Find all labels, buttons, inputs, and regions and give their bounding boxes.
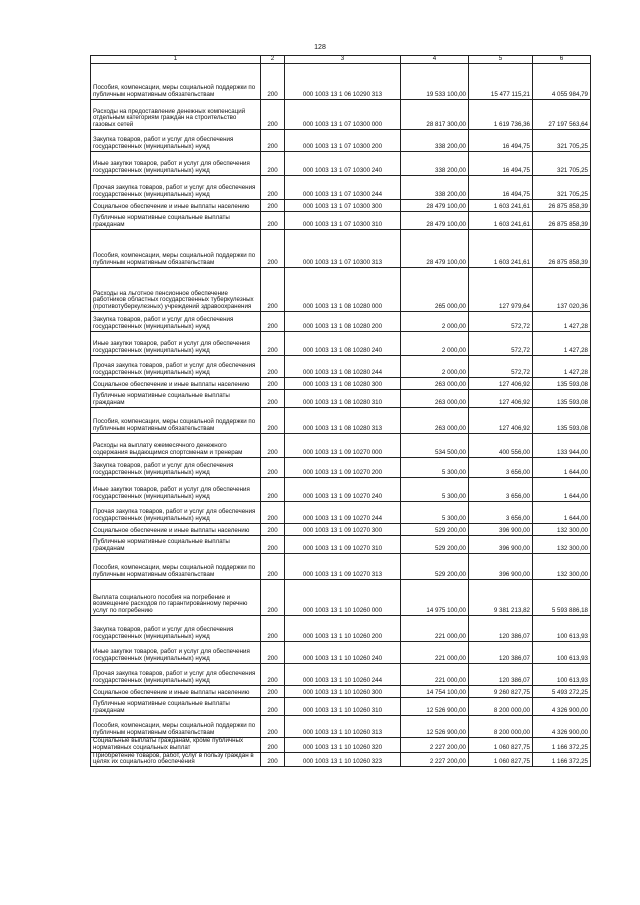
unexecuted-amount: 321 705,25 xyxy=(533,176,591,200)
line-item-name: Публичные нормативные социальные выплаты гражданам xyxy=(91,536,261,554)
column-header: 5 xyxy=(469,56,533,64)
line-code: 200 xyxy=(261,434,285,458)
table-row xyxy=(91,356,591,378)
unexecuted-amount: 1 427,28 xyxy=(533,356,591,378)
approved-amount: 19 533 100,00 xyxy=(401,64,469,100)
budget-classification-code: 000 1003 13 1 07 10300 244 xyxy=(285,176,401,200)
executed-amount: 3 656,00 xyxy=(469,478,533,502)
table-row xyxy=(91,408,591,434)
unexecuted-amount: 100 613,93 xyxy=(533,664,591,686)
executed-amount: 572,72 xyxy=(469,356,533,378)
unexecuted-amount: 133 944,00 xyxy=(533,434,591,458)
table-row xyxy=(91,502,591,524)
line-code: 200 xyxy=(261,502,285,524)
unexecuted-amount: 26 875 858,39 xyxy=(533,200,591,212)
approved-amount: 14 975 100,00 xyxy=(401,580,469,616)
unexecuted-amount: 100 613,93 xyxy=(533,616,591,642)
table-row xyxy=(91,176,591,200)
budget-classification-code: 000 1003 13 1 07 10300 000 xyxy=(285,100,401,130)
line-item-name: Приобретение товаров, работ, услуг в пользу граждан в целях их социального обеспечения xyxy=(91,752,261,767)
executed-amount: 16 494,75 xyxy=(469,176,533,200)
page-number: 128 xyxy=(314,44,326,51)
table-row xyxy=(91,716,591,738)
line-item-name: Иные закупки товаров, работ и услуг для обеспечения государственных (муниципальных) нужд xyxy=(91,332,261,356)
budget-classification-code: 000 1003 13 1 10 10260 300 xyxy=(285,686,401,698)
line-code: 200 xyxy=(261,536,285,554)
executed-amount: 1 603 241,61 xyxy=(469,200,533,212)
approved-amount: 221 000,00 xyxy=(401,642,469,664)
executed-amount: 396 900,00 xyxy=(469,536,533,554)
line-item-name: Публичные нормативные социальные выплаты гражданам xyxy=(91,390,261,408)
executed-amount: 16 494,75 xyxy=(469,130,533,152)
executed-amount: 396 900,00 xyxy=(469,554,533,580)
line-code: 200 xyxy=(261,664,285,686)
approved-amount: 263 000,00 xyxy=(401,390,469,408)
table-row xyxy=(91,524,591,536)
approved-amount: 5 300,00 xyxy=(401,458,469,478)
line-item-name: Закупка товаров, работ и услуг для обеспечения государственных (муниципальных) нужд xyxy=(91,130,261,152)
approved-amount: 529 200,00 xyxy=(401,536,469,554)
table-row xyxy=(91,616,591,642)
line-code: 200 xyxy=(261,332,285,356)
executed-amount: 127 406,92 xyxy=(469,378,533,390)
line-item-name: Публичные нормативные социальные выплаты гражданам xyxy=(91,698,261,716)
line-code: 200 xyxy=(261,230,285,268)
table-row xyxy=(91,64,591,100)
line-item-name: Иные закупки товаров, работ и услуг для обеспечения государственных (муниципальных) нужд xyxy=(91,152,261,176)
table-row xyxy=(91,478,591,502)
executed-amount: 572,72 xyxy=(469,332,533,356)
line-code: 200 xyxy=(261,390,285,408)
table-row xyxy=(91,554,591,580)
budget-classification-code: 000 1003 13 1 08 10280 313 xyxy=(285,408,401,434)
line-item-name: Публичные нормативные социальные выплаты гражданам xyxy=(91,212,261,230)
executed-amount: 120 386,07 xyxy=(469,616,533,642)
budget-classification-code: 000 1003 13 1 08 10280 300 xyxy=(285,378,401,390)
unexecuted-amount: 26 875 858,39 xyxy=(533,212,591,230)
line-item-name: Прочая закупка товаров, работ и услуг для обеспечения государственных (муниципальных) нужд xyxy=(91,356,261,378)
executed-amount: 9 381 213,82 xyxy=(469,580,533,616)
table-row xyxy=(91,664,591,686)
line-item-name: Социальное обеспечение и иные выплаты населению xyxy=(91,524,261,536)
line-code: 200 xyxy=(261,580,285,616)
executed-amount: 396 900,00 xyxy=(469,524,533,536)
line-code: 200 xyxy=(261,524,285,536)
line-code: 200 xyxy=(261,408,285,434)
line-code: 200 xyxy=(261,716,285,738)
approved-amount: 263 000,00 xyxy=(401,408,469,434)
executed-amount: 8 200 000,00 xyxy=(469,698,533,716)
table-row xyxy=(91,536,591,554)
unexecuted-amount: 1 644,00 xyxy=(533,502,591,524)
table-row xyxy=(91,686,591,698)
table-row xyxy=(91,200,591,212)
executed-amount: 400 556,00 xyxy=(469,434,533,458)
budget-classification-code: 000 1003 13 1 09 10270 313 xyxy=(285,554,401,580)
line-item-name: Закупка товаров, работ и услуг для обеспечения государственных (муниципальных) нужд xyxy=(91,312,261,332)
budget-classification-code: 000 1003 13 1 07 10300 200 xyxy=(285,130,401,152)
approved-amount: 2 000,00 xyxy=(401,332,469,356)
approved-amount: 28 479 100,00 xyxy=(401,230,469,268)
line-item-name: Расходы на предоставление денежных компенсаций отдельным категориям граждан на строительство газовых сетей xyxy=(91,100,261,130)
budget-classification-code: 000 1003 13 1 10 10260 200 xyxy=(285,616,401,642)
budget-classification-code: 000 1003 13 1 07 10300 240 xyxy=(285,152,401,176)
approved-amount: 2 000,00 xyxy=(401,356,469,378)
executed-amount: 16 494,75 xyxy=(469,152,533,176)
line-item-name: Пособия, компенсации, меры социальной поддержки по публичным нормативным обязательствам xyxy=(91,230,261,268)
budget-classification-code: 000 1003 13 1 09 10270 000 xyxy=(285,434,401,458)
unexecuted-amount: 27 197 563,64 xyxy=(533,100,591,130)
unexecuted-amount: 1 644,00 xyxy=(533,458,591,478)
line-item-name: Иные закупки товаров, работ и услуг для обеспечения государственных (муниципальных) нужд xyxy=(91,642,261,664)
unexecuted-amount: 26 875 858,39 xyxy=(533,230,591,268)
budget-classification-code: 000 1003 13 1 09 10270 240 xyxy=(285,478,401,502)
unexecuted-amount: 5 593 886,18 xyxy=(533,580,591,616)
unexecuted-amount: 4 055 984,79 xyxy=(533,64,591,100)
table-header-row xyxy=(91,56,591,64)
line-item-name: Пособия, компенсации, меры социальной поддержки по публичным нормативным обязательствам xyxy=(91,716,261,738)
unexecuted-amount: 132 300,00 xyxy=(533,536,591,554)
unexecuted-amount: 100 613,93 xyxy=(533,642,591,664)
approved-amount: 28 479 100,00 xyxy=(401,200,469,212)
unexecuted-amount: 321 705,25 xyxy=(533,152,591,176)
approved-amount: 2 227 200,00 xyxy=(401,738,469,753)
table-row xyxy=(91,312,591,332)
executed-amount: 1 603 241,61 xyxy=(469,212,533,230)
approved-amount: 28 479 100,00 xyxy=(401,212,469,230)
table-row xyxy=(91,642,591,664)
table-row xyxy=(91,458,591,478)
line-item-name: Прочая закупка товаров, работ и услуг для обеспечения государственных (муниципальных) нужд xyxy=(91,664,261,686)
unexecuted-amount: 135 593,08 xyxy=(533,408,591,434)
line-item-name: Прочая закупка товаров, работ и услуг для обеспечения государственных (муниципальных) нужд xyxy=(91,502,261,524)
approved-amount: 12 526 900,00 xyxy=(401,716,469,738)
table-row xyxy=(91,434,591,458)
line-item-name: Пособия, компенсации, меры социальной поддержки по публичным нормативным обязательствам xyxy=(91,554,261,580)
executed-amount: 1 060 827,75 xyxy=(469,738,533,753)
executed-amount: 127 406,92 xyxy=(469,408,533,434)
approved-amount: 265 000,00 xyxy=(401,268,469,312)
table-row xyxy=(91,580,591,616)
approved-amount: 2 227 200,00 xyxy=(401,752,469,767)
approved-amount: 2 000,00 xyxy=(401,312,469,332)
table-row xyxy=(91,390,591,408)
unexecuted-amount: 1 166 372,25 xyxy=(533,738,591,753)
line-code: 200 xyxy=(261,312,285,332)
budget-classification-code: 000 1003 13 1 09 10270 300 xyxy=(285,524,401,536)
line-code: 200 xyxy=(261,698,285,716)
budget-classification-code: 000 1003 13 1 07 10300 313 xyxy=(285,230,401,268)
table-row xyxy=(91,152,591,176)
line-item-name: Расходы на выплату ежемесячного денежного содержания выдающимся спортсменам и тренерам xyxy=(91,434,261,458)
unexecuted-amount: 135 593,08 xyxy=(533,390,591,408)
table-row xyxy=(91,212,591,230)
budget-classification-code: 000 1003 13 1 10 10260 240 xyxy=(285,642,401,664)
line-code: 200 xyxy=(261,100,285,130)
unexecuted-amount: 135 593,08 xyxy=(533,378,591,390)
budget-classification-code: 000 1003 13 1 07 10300 300 xyxy=(285,200,401,212)
line-code: 200 xyxy=(261,458,285,478)
budget-classification-code: 000 1003 13 1 06 10290 313 xyxy=(285,64,401,100)
budget-classification-code: 000 1003 13 1 10 10260 244 xyxy=(285,664,401,686)
line-item-name: Социальные выплаты гражданам, кроме публичных нормативных социальных выплат xyxy=(91,738,261,753)
unexecuted-amount: 4 326 900,00 xyxy=(533,716,591,738)
budget-classification-code: 000 1003 13 1 09 10270 244 xyxy=(285,502,401,524)
approved-amount: 12 526 900,00 xyxy=(401,698,469,716)
line-item-name: Закупка товаров, работ и услуг для обеспечения государственных (муниципальных) нужд xyxy=(91,458,261,478)
approved-amount: 534 500,00 xyxy=(401,434,469,458)
line-item-name: Пособия, компенсации, меры социальной поддержки по публичным нормативным обязательствам xyxy=(91,408,261,434)
line-code: 200 xyxy=(261,642,285,664)
executed-amount: 127 979,64 xyxy=(469,268,533,312)
unexecuted-amount: 321 705,25 xyxy=(533,130,591,152)
executed-amount: 1 619 736,36 xyxy=(469,100,533,130)
executed-amount: 3 656,00 xyxy=(469,458,533,478)
column-header: 2 xyxy=(261,56,285,64)
line-code: 200 xyxy=(261,64,285,100)
budget-table xyxy=(90,55,591,767)
line-item-name: Социальное обеспечение и иные выплаты населению xyxy=(91,378,261,390)
budget-classification-code: 000 1003 13 1 08 10280 240 xyxy=(285,332,401,356)
approved-amount: 5 300,00 xyxy=(401,478,469,502)
approved-amount: 529 200,00 xyxy=(401,524,469,536)
line-code: 200 xyxy=(261,686,285,698)
unexecuted-amount: 132 300,00 xyxy=(533,524,591,536)
table-row xyxy=(91,752,591,767)
budget-classification-code: 000 1003 13 1 07 10300 310 xyxy=(285,212,401,230)
table-row xyxy=(91,332,591,356)
unexecuted-amount: 1 644,00 xyxy=(533,478,591,502)
line-code: 200 xyxy=(261,378,285,390)
line-code: 200 xyxy=(261,130,285,152)
budget-classification-code: 000 1003 13 1 08 10280 200 xyxy=(285,312,401,332)
unexecuted-amount: 1 427,28 xyxy=(533,332,591,356)
line-code: 200 xyxy=(261,752,285,767)
column-header: 1 xyxy=(91,56,261,64)
unexecuted-amount: 137 020,36 xyxy=(533,268,591,312)
line-item-name: Расходы на льготное пенсионное обеспечение работников областных государственных туберкулезных (противотуберкулезных) учреждений здравоохранения xyxy=(91,268,261,312)
column-header: 4 xyxy=(401,56,469,64)
budget-classification-code: 000 1003 13 1 10 10260 323 xyxy=(285,752,401,767)
approved-amount: 28 817 300,00 xyxy=(401,100,469,130)
line-item-name: Выплата социального пособия на погребение и возмещение расходов по гарантированному перечню услуг по погребению xyxy=(91,580,261,616)
table-row xyxy=(91,230,591,268)
unexecuted-amount: 5 493 272,25 xyxy=(533,686,591,698)
table-row xyxy=(91,378,591,390)
unexecuted-amount: 1 166 372,25 xyxy=(533,752,591,767)
budget-classification-code: 000 1003 13 1 10 10260 313 xyxy=(285,716,401,738)
approved-amount: 529 200,00 xyxy=(401,554,469,580)
line-code: 200 xyxy=(261,554,285,580)
table-row xyxy=(91,130,591,152)
unexecuted-amount: 1 427,28 xyxy=(533,312,591,332)
table-row xyxy=(91,698,591,716)
approved-amount: 338 200,00 xyxy=(401,152,469,176)
budget-classification-code: 000 1003 13 1 10 10260 320 xyxy=(285,738,401,753)
budget-classification-code: 000 1003 13 1 08 10280 244 xyxy=(285,356,401,378)
executed-amount: 572,72 xyxy=(469,312,533,332)
line-item-name: Социальное обеспечение и иные выплаты населению xyxy=(91,200,261,212)
line-item-name: Социальное обеспечение и иные выплаты населению xyxy=(91,686,261,698)
table-row xyxy=(91,100,591,130)
budget-classification-code: 000 1003 13 1 08 10280 310 xyxy=(285,390,401,408)
line-item-name: Пособия, компенсации, меры социальной поддержки по публичным нормативным обязательствам xyxy=(91,64,261,100)
unexecuted-amount: 4 326 900,00 xyxy=(533,698,591,716)
budget-classification-code: 000 1003 13 1 09 10270 310 xyxy=(285,536,401,554)
line-item-name: Иные закупки товаров, работ и услуг для обеспечения государственных (муниципальных) нужд xyxy=(91,478,261,502)
line-code: 200 xyxy=(261,356,285,378)
executed-amount: 127 406,92 xyxy=(469,390,533,408)
table-row xyxy=(91,268,591,312)
executed-amount: 120 386,07 xyxy=(469,642,533,664)
budget-classification-code: 000 1003 13 1 08 10280 000 xyxy=(285,268,401,312)
approved-amount: 263 000,00 xyxy=(401,378,469,390)
line-item-name: Закупка товаров, работ и услуг для обеспечения государственных (муниципальных) нужд xyxy=(91,616,261,642)
line-code: 200 xyxy=(261,616,285,642)
line-item-name: Прочая закупка товаров, работ и услуг для обеспечения государственных (муниципальных) нужд xyxy=(91,176,261,200)
table-row xyxy=(91,738,591,753)
line-code: 200 xyxy=(261,738,285,753)
line-code: 200 xyxy=(261,200,285,212)
approved-amount: 221 000,00 xyxy=(401,664,469,686)
executed-amount: 1 060 827,75 xyxy=(469,752,533,767)
line-code: 200 xyxy=(261,212,285,230)
executed-amount: 1 603 241,61 xyxy=(469,230,533,268)
budget-classification-code: 000 1003 13 1 10 10260 310 xyxy=(285,698,401,716)
line-code: 200 xyxy=(261,268,285,312)
approved-amount: 338 200,00 xyxy=(401,176,469,200)
line-code: 200 xyxy=(261,478,285,502)
executed-amount: 15 477 115,21 xyxy=(469,64,533,100)
approved-amount: 5 300,00 xyxy=(401,502,469,524)
executed-amount: 8 200 000,00 xyxy=(469,716,533,738)
executed-amount: 9 260 827,75 xyxy=(469,686,533,698)
approved-amount: 221 000,00 xyxy=(401,616,469,642)
budget-classification-code: 000 1003 13 1 09 10270 200 xyxy=(285,458,401,478)
approved-amount: 14 754 100,00 xyxy=(401,686,469,698)
budget-classification-code: 000 1003 13 1 10 10260 000 xyxy=(285,580,401,616)
column-header: 6 xyxy=(533,56,591,64)
line-code: 200 xyxy=(261,176,285,200)
approved-amount: 338 200,00 xyxy=(401,130,469,152)
column-header: 3 xyxy=(285,56,401,64)
executed-amount: 3 656,00 xyxy=(469,502,533,524)
line-code: 200 xyxy=(261,152,285,176)
executed-amount: 120 386,07 xyxy=(469,664,533,686)
unexecuted-amount: 132 300,00 xyxy=(533,554,591,580)
